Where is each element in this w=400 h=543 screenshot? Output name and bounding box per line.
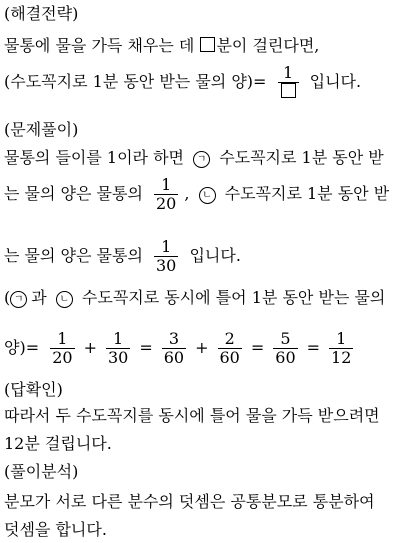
- plus-sign: +: [83, 338, 97, 357]
- eq-fraction-6: [329, 330, 353, 367]
- comma: ,: [184, 184, 190, 203]
- fraction-one-over-box: [278, 64, 299, 101]
- fraction-numerator: 1: [329, 330, 353, 349]
- solution-line-1: [4, 148, 384, 168]
- fraction-denominator: [278, 83, 299, 101]
- fraction-denominator: 12: [331, 348, 352, 367]
- fraction-numerator: 1: [278, 64, 299, 83]
- eq-fraction-5: [273, 330, 297, 367]
- equals-sign: =: [306, 338, 321, 357]
- strategy-line-2-text: (수도꼭지로 1분 동안 받는 물의 양)=: [4, 72, 267, 91]
- solution-line-2-text: 는 물의 양은 물통의: [4, 184, 143, 203]
- circled-nieun-icon: ㄴ: [199, 187, 216, 204]
- solution-line-1-text-2: 수도꼭지로 1분 동안 받: [219, 148, 384, 167]
- solution-line-4-text: 수도꼭지로 동시에 틀어 1분 동안 받는 물의: [81, 288, 386, 307]
- equation-prefix: 양)=: [4, 338, 40, 357]
- fraction-denominator: 30: [156, 256, 177, 275]
- fraction-numerator: 3: [162, 330, 186, 349]
- eq-fraction-4: [218, 330, 242, 367]
- strategy-line-1: [4, 36, 319, 56]
- fraction-numerator: 1: [50, 330, 74, 349]
- circled-nieun-icon: ㄴ: [56, 291, 73, 308]
- fraction-1-20: [154, 176, 178, 213]
- fraction-1-30: [154, 238, 178, 275]
- solution-line-4: [4, 288, 385, 308]
- fraction-denominator: 60: [275, 348, 296, 367]
- solution-line-3-text: 는 물의 양은 물통의: [4, 246, 143, 265]
- fraction-numerator: 1: [154, 176, 178, 195]
- answer-heading: (답확인): [4, 380, 63, 399]
- eq-fraction-3: [162, 330, 186, 367]
- conjunction: 과: [31, 288, 47, 307]
- circled-giyeok-icon: ㄱ: [193, 151, 210, 168]
- answer-line-2: 12분 걸립니다.: [4, 434, 112, 453]
- fraction-denominator: 20: [52, 348, 73, 367]
- analysis-heading: (풀이분석): [4, 462, 79, 481]
- strategy-line-2-text-2: 입니다.: [309, 72, 362, 91]
- strategy-line-2: [4, 64, 361, 101]
- fraction-numerator: 2: [218, 330, 242, 349]
- equation-line: [4, 330, 359, 367]
- fraction-numerator: 5: [273, 330, 297, 349]
- plus-sign: +: [195, 338, 209, 357]
- solution-line-3: [4, 238, 241, 275]
- equals-sign: =: [250, 338, 265, 357]
- fraction-numerator: 1: [154, 238, 178, 257]
- solution-line-2: [4, 176, 389, 213]
- fraction-denominator: 60: [219, 348, 240, 367]
- analysis-line-2: 덧셈을 합니다.: [4, 520, 107, 539]
- fraction-numerator: 1: [106, 330, 130, 349]
- blank-box-icon: [200, 37, 215, 52]
- fraction-denominator: 30: [107, 348, 129, 367]
- solution-line-2-text-2: 수도꼭지로 1분 동안 받: [224, 184, 390, 203]
- solution-line-3-text-2: 입니다.: [189, 246, 241, 265]
- analysis-line-1: 분모가 서로 다른 분수의 덧셈은 공통분모로 통분하여: [4, 492, 375, 511]
- circled-giyeok-icon: ㄱ: [10, 291, 27, 308]
- eq-fraction-1: [50, 330, 74, 367]
- eq-fraction-2: [106, 330, 130, 367]
- solution-heading: (문제풀이): [4, 120, 79, 139]
- fraction-denominator: 60: [163, 348, 185, 367]
- strategy-line-1-text: 물통에 물을 가득 채우는 데: [4, 36, 195, 55]
- fraction-denominator: 20: [156, 194, 177, 213]
- answer-line-1: 따라서 두 수도꼭지를 동시에 틀어 물을 가득 받으려면: [4, 406, 380, 425]
- blank-box-icon: [281, 83, 296, 98]
- strategy-line-1-text-2: 분이 걸린다면,: [216, 36, 320, 55]
- solution-line-1-text: 물통의 들이를 1이라 하면: [4, 148, 184, 167]
- open-paren: (: [4, 288, 11, 307]
- equals-sign: =: [139, 338, 153, 357]
- strategy-heading: (해결전략): [4, 4, 79, 23]
